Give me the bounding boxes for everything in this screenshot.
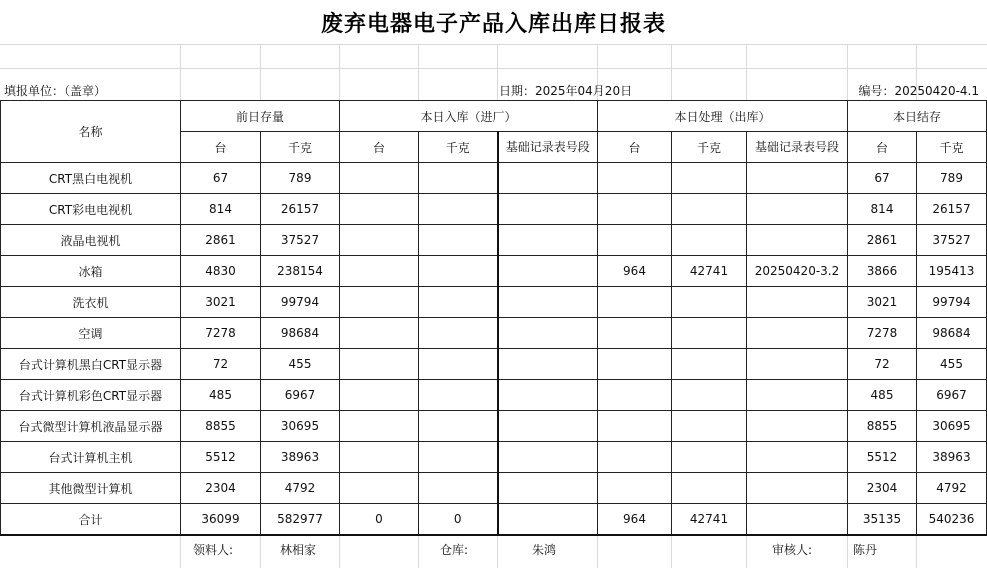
cell-prev-kg: 99794 (261, 287, 340, 318)
table-row (1, 349, 987, 380)
cell-prev-kg: 6967 (261, 380, 340, 411)
cell-in-record (498, 225, 598, 256)
cell-name: 台式微型计算机液晶显示器 (1, 411, 181, 442)
grid-line (418, 536, 419, 568)
table-row (1, 442, 987, 473)
cell-out-kg (672, 225, 747, 256)
cell-name: 台式计算机黑白CRT显示器 (1, 349, 181, 380)
report-title: 废弃电器电子产品入库出库日报表 (320, 10, 666, 37)
grid-line (260, 44, 261, 100)
cell-out-record (747, 442, 848, 473)
cell-out-kg (672, 194, 747, 225)
cell-prev-units: 814 (181, 194, 261, 225)
cell-out-kg (672, 442, 747, 473)
cell-in-kg (419, 163, 498, 194)
cell-in-kg (419, 287, 498, 318)
cell-out-kg (672, 163, 747, 194)
cell-out-units (598, 442, 672, 473)
cell-bal-units: 2304 (848, 473, 917, 504)
cell-prev-units: 4830 (181, 256, 261, 287)
header-today-balance: 本日结存 (848, 101, 987, 132)
header-row-1 (1, 101, 987, 132)
header-bal-kg: 千克 (917, 132, 987, 163)
cell-out-record (747, 380, 848, 411)
cell-in-kg (419, 225, 498, 256)
cell-prev-kg: 26157 (261, 194, 340, 225)
report-date: 日期：2025年04月20日 (499, 84, 633, 98)
grid-line (847, 536, 848, 568)
cell-in-units (340, 349, 419, 380)
cell-out-kg (672, 473, 747, 504)
cell-prev-units: 8855 (181, 411, 261, 442)
cell-bal-kg: 30695 (917, 411, 987, 442)
cell-bal-units: 67 (848, 163, 917, 194)
cell-out-record: 20250420-3.2 (747, 256, 848, 287)
cell-out-kg (672, 380, 747, 411)
cell-out-units (598, 380, 672, 411)
cell-prev-kg: 4792 (261, 473, 340, 504)
grid-line (339, 44, 340, 100)
cell-in-record (498, 349, 598, 380)
grid-line (671, 44, 672, 100)
table-row (1, 318, 987, 349)
grid-line (847, 44, 848, 100)
table-row (1, 411, 987, 442)
header-prev-units: 台 (181, 132, 261, 163)
cell-out-record (747, 163, 848, 194)
cell-out-kg (672, 287, 747, 318)
grid-line (260, 536, 261, 568)
cell-in-units (340, 318, 419, 349)
cell-out-kg: 42741 (672, 504, 747, 535)
cell-prev-units: 67 (181, 163, 261, 194)
cell-name: 合计 (1, 504, 181, 535)
cell-bal-kg: 789 (917, 163, 987, 194)
cell-in-record (498, 256, 598, 287)
header-prev-kg: 千克 (261, 132, 340, 163)
cell-prev-units: 2304 (181, 473, 261, 504)
cell-bal-kg: 455 (917, 349, 987, 380)
receiver-name: 林相家 (280, 543, 317, 557)
header-in-units: 台 (340, 132, 419, 163)
cell-bal-kg: 26157 (917, 194, 987, 225)
cell-out-record (747, 411, 848, 442)
cell-out-units (598, 163, 672, 194)
cell-in-units (340, 380, 419, 411)
grid-line (497, 536, 498, 568)
cell-prev-kg: 98684 (261, 318, 340, 349)
cell-bal-kg: 38963 (917, 442, 987, 473)
cell-in-kg (419, 256, 498, 287)
cell-bal-kg: 99794 (917, 287, 987, 318)
grid-line (671, 536, 672, 568)
cell-in-kg (419, 318, 498, 349)
table-row (1, 225, 987, 256)
cell-out-units (598, 194, 672, 225)
cell-out-record (747, 504, 848, 535)
cell-out-units (598, 287, 672, 318)
cell-name: 其他微型计算机 (1, 473, 181, 504)
cell-in-record (498, 473, 598, 504)
header-today-in: 本日入库（进厂） (340, 101, 598, 132)
cell-out-record (747, 318, 848, 349)
header-bal-units: 台 (848, 132, 917, 163)
cell-prev-kg: 789 (261, 163, 340, 194)
filing-unit-label: 填报单位：（盖章） (4, 84, 107, 98)
cell-name: CRT彩电电视机 (1, 194, 181, 225)
header-today-out: 本日处理（出库） (598, 101, 848, 132)
table-bottom-rule (0, 534, 987, 536)
cell-out-units: 964 (598, 504, 672, 535)
grid-line (746, 536, 747, 568)
table-row (1, 256, 987, 287)
grid-line (0, 68, 987, 69)
cell-in-kg (419, 442, 498, 473)
cell-bal-kg: 6967 (917, 380, 987, 411)
reviewer-label: 审核人: (772, 543, 813, 557)
grid-line (339, 536, 340, 568)
cell-in-record (498, 442, 598, 473)
cell-name: 台式计算机彩色CRT显示器 (1, 380, 181, 411)
cell-in-record (498, 318, 598, 349)
header-out-units: 台 (598, 132, 672, 163)
cell-bal-kg: 540236 (917, 504, 987, 535)
cell-prev-kg: 38963 (261, 442, 340, 473)
cell-in-kg: 0 (419, 504, 498, 535)
cell-prev-kg: 455 (261, 349, 340, 380)
cell-prev-kg: 582977 (261, 504, 340, 535)
cell-out-record (747, 225, 848, 256)
cell-in-units (340, 287, 419, 318)
grid-line (916, 536, 917, 568)
warehouse-label: 仓库: (440, 543, 469, 557)
cell-bal-units: 72 (848, 349, 917, 380)
cell-out-units (598, 225, 672, 256)
grid-line (0, 44, 987, 45)
receiver-label: 领料人: (193, 543, 234, 557)
cell-out-record (747, 287, 848, 318)
cell-in-kg (419, 473, 498, 504)
cell-bal-units: 35135 (848, 504, 917, 535)
table-row (1, 194, 987, 225)
cell-bal-units: 5512 (848, 442, 917, 473)
cell-name: 洗衣机 (1, 287, 181, 318)
cell-out-units (598, 349, 672, 380)
cell-bal-kg: 37527 (917, 225, 987, 256)
warehouse-name: 朱鸿 (532, 543, 557, 557)
cell-name: CRT黑白电视机 (1, 163, 181, 194)
cell-in-record (498, 504, 598, 535)
reviewer-name: 陈丹 (853, 543, 878, 557)
cell-out-record (747, 349, 848, 380)
grid-line (597, 536, 598, 568)
cell-in-units: 0 (340, 504, 419, 535)
cell-in-record (498, 287, 598, 318)
table-row (1, 504, 987, 535)
cell-out-kg (672, 411, 747, 442)
cell-name: 液晶电视机 (1, 225, 181, 256)
cell-bal-kg: 195413 (917, 256, 987, 287)
cell-name: 冰箱 (1, 256, 181, 287)
cell-in-record (498, 411, 598, 442)
header-out-record: 基础记录表号段 (747, 132, 848, 163)
header-out-kg: 千克 (672, 132, 747, 163)
cell-in-kg (419, 380, 498, 411)
cell-in-units (340, 442, 419, 473)
cell-bal-units: 8855 (848, 411, 917, 442)
table-row (1, 287, 987, 318)
cell-bal-units: 3021 (848, 287, 917, 318)
cell-in-kg (419, 194, 498, 225)
cell-out-kg: 42741 (672, 256, 747, 287)
cell-bal-kg: 98684 (917, 318, 987, 349)
cell-out-kg (672, 349, 747, 380)
header-in-kg: 千克 (419, 132, 498, 163)
serial-number: 编号：20250420-4.1 (858, 84, 979, 98)
grid-line (746, 44, 747, 100)
cell-prev-units: 3021 (181, 287, 261, 318)
cell-in-kg (419, 411, 498, 442)
table-row (1, 380, 987, 411)
cell-in-units (340, 473, 419, 504)
cell-in-units (340, 411, 419, 442)
inventory-table (0, 100, 987, 535)
header-in-record: 基础记录表号段 (498, 132, 598, 163)
cell-prev-units: 36099 (181, 504, 261, 535)
cell-in-units (340, 194, 419, 225)
cell-prev-units: 7278 (181, 318, 261, 349)
cell-out-kg (672, 318, 747, 349)
cell-bal-units: 7278 (848, 318, 917, 349)
cell-bal-units: 2861 (848, 225, 917, 256)
cell-out-units: 964 (598, 256, 672, 287)
cell-bal-kg: 4792 (917, 473, 987, 504)
cell-in-units (340, 163, 419, 194)
cell-prev-kg: 238154 (261, 256, 340, 287)
cell-in-record (498, 380, 598, 411)
cell-prev-units: 2861 (181, 225, 261, 256)
grid-line (180, 536, 181, 568)
cell-out-units (598, 411, 672, 442)
cell-bal-units: 485 (848, 380, 917, 411)
cell-bal-units: 3866 (848, 256, 917, 287)
cell-bal-units: 814 (848, 194, 917, 225)
header-name: 名称 (1, 101, 181, 163)
cell-in-units (340, 256, 419, 287)
cell-out-record (747, 194, 848, 225)
cell-name: 台式计算机主机 (1, 442, 181, 473)
grid-line (180, 44, 181, 100)
cell-in-record (498, 194, 598, 225)
header-prev-stock: 前日存量 (181, 101, 340, 132)
grid-line (497, 44, 498, 100)
cell-prev-units: 72 (181, 349, 261, 380)
cell-out-record (747, 473, 848, 504)
cell-prev-units: 485 (181, 380, 261, 411)
grid-line (418, 44, 419, 100)
table-row (1, 473, 987, 504)
cell-in-kg (419, 349, 498, 380)
cell-in-units (340, 225, 419, 256)
table-row (1, 163, 987, 194)
cell-name: 空调 (1, 318, 181, 349)
cell-prev-kg: 37527 (261, 225, 340, 256)
cell-prev-units: 5512 (181, 442, 261, 473)
cell-out-units (598, 318, 672, 349)
cell-prev-kg: 30695 (261, 411, 340, 442)
cell-in-record (498, 163, 598, 194)
cell-out-units (598, 473, 672, 504)
